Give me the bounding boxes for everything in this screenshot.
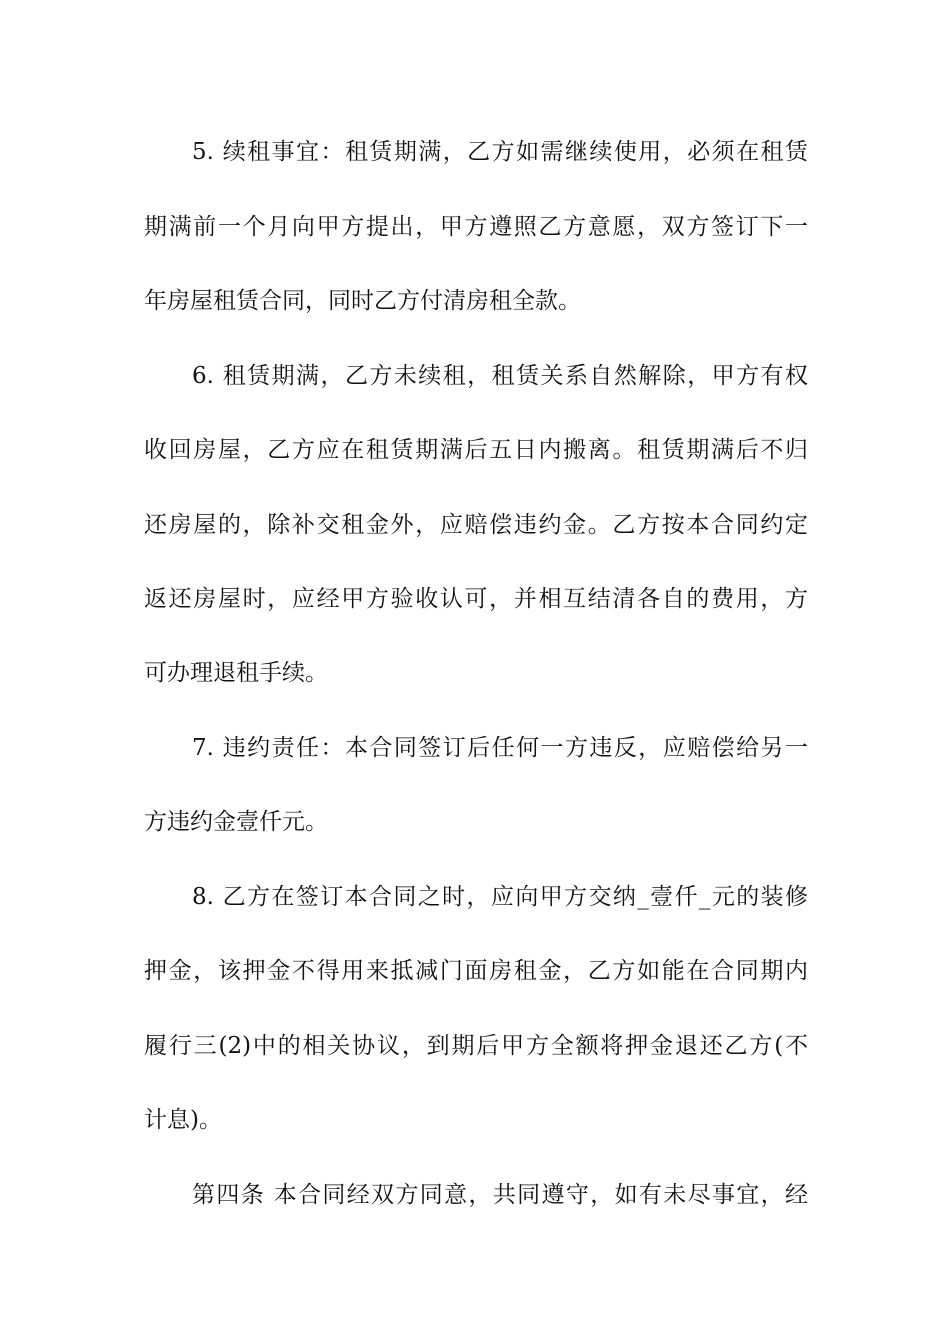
text-line: 年房屋租赁合同，同时乙方付清房租全款。	[144, 288, 581, 314]
text-line: 履行三(2)中的相关协议，到期后甲方全额将押金退还乙方(不	[144, 1033, 808, 1059]
text-line: 返还房屋时，应经甲方验收认可，并相互结清各自的费用，方	[144, 586, 808, 612]
text-line: 可办理退租手续。	[144, 660, 328, 686]
text-line: 5. 续租事宜：租赁期满，乙方如需继续使用，必须在租赁	[192, 139, 808, 165]
text-line: 方违约金壹仟元。	[144, 809, 328, 835]
text-line: 还房屋的，除补交租金外，应赔偿违约金。乙方按本合同约定	[144, 512, 808, 538]
text-line: 第四条 本合同经双方同意，共同遵守，如有未尽事宜，经	[192, 1182, 808, 1208]
text-line: 期满前一个月向甲方提出，甲方遵照乙方意愿，双方签订下一	[144, 214, 808, 240]
text-line: 7. 违约责任：本合同签订后任何一方违反，应赔偿给另一	[192, 735, 808, 761]
text-line: 8. 乙方在签订本合同之时，应向甲方交纳_壹仟_元的装修	[192, 884, 808, 910]
text-line: 计息)。	[144, 1107, 222, 1133]
text-line: 押金，该押金不得用来抵减门面房租金，乙方如能在合同期内	[144, 958, 808, 984]
text-line: 收回房屋，乙方应在租赁期满后五日内搬离。租赁期满后不归	[144, 437, 808, 463]
text-line: 6. 租赁期满，乙方未续租，租赁关系自然解除，甲方有权	[192, 363, 808, 389]
